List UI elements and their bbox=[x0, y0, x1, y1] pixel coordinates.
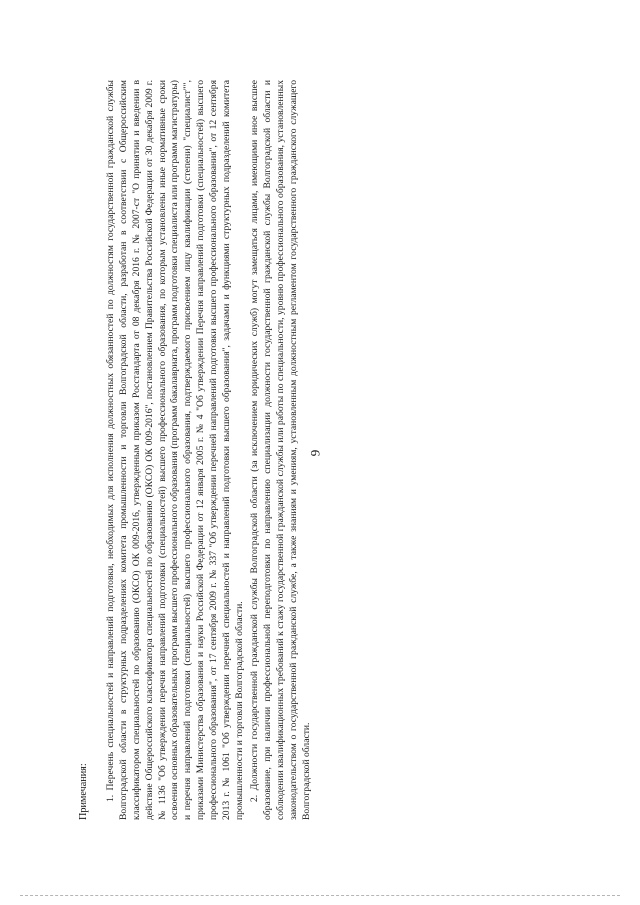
note-paragraph-1: 1. Перечень специальностей и направлений подготовки, необходимых для исполнения должностных обязанностей по должностям государственной гражданской службы Волгоградской области в структурных подразделениях комитета промышленности и торговли Волгоградской области, разработан в соответствии с Общероссийским классификатором специальностей по образованию (ОКСО) ОК 009-2016, утвержденным приказом Росстандарта от 08 декабря 2016 г. № 2007-ст "О принятии и введении в действие Общероссийского классификатора специальностей по образованию (ОКСО) ОК 009-2016", постановлением Правительства Российской Федерации от 30 декабря 2009 г. № 1136 "Об утверждении перечня направлений подготовки (специальностей) высшего профессионального образования, по которым установлены иные нормативные сроки освоения основных образовательных программ высшего профессионального образования (программ бакалавриата, программ подготовки специалиста или программ магистратуры) и перечня направлений подготовки (специальностей) высшего профессионального образования, подтверждаемого присвоением лицу квалификации (степени) "специалист"", приказами Министерства образования и науки Российской Федерации от 12 января 2005 г. № 4 "Об утверждении Перечня направлений подготовки (специальностей) высшего профессионального образования", от 17 сентября 2009 г. № 337 "Об утверждении перечней направлений подготовки высшего профессионального образования", от 12 сентября 2013 г. № 1061 "Об утверждении перечней специальностей и направлений подготовки высшего образования", задачами и функциями структурных подразделений комитета промышленности и торговли Волгоградской области. bbox=[104, 80, 245, 820]
notes-section bbox=[78, 80, 315, 820]
note-paragraph-2: 2. Должности государственной гражданской службы Волгоградской области (за исключением юридических служб) могут замещаться лицами, имеющими иное высшее образование, при наличии профессиональной переподготовки по направлению специализации должности государственной гражданской службы Волгоградской области и соблюдении квалификационных требований к стажу государственной гражданской службы или работы по специальности, уровню профессионального образования, установленных законодательством о государственной гражданской службе, а также знаниям и умениям, установленным должностным регламентом государственного гражданского служащего Волгоградской области. bbox=[248, 80, 312, 820]
notes-heading: Примечания: bbox=[78, 763, 89, 820]
page-bottom-divider bbox=[20, 895, 620, 896]
page-number: 9 bbox=[307, 449, 323, 457]
